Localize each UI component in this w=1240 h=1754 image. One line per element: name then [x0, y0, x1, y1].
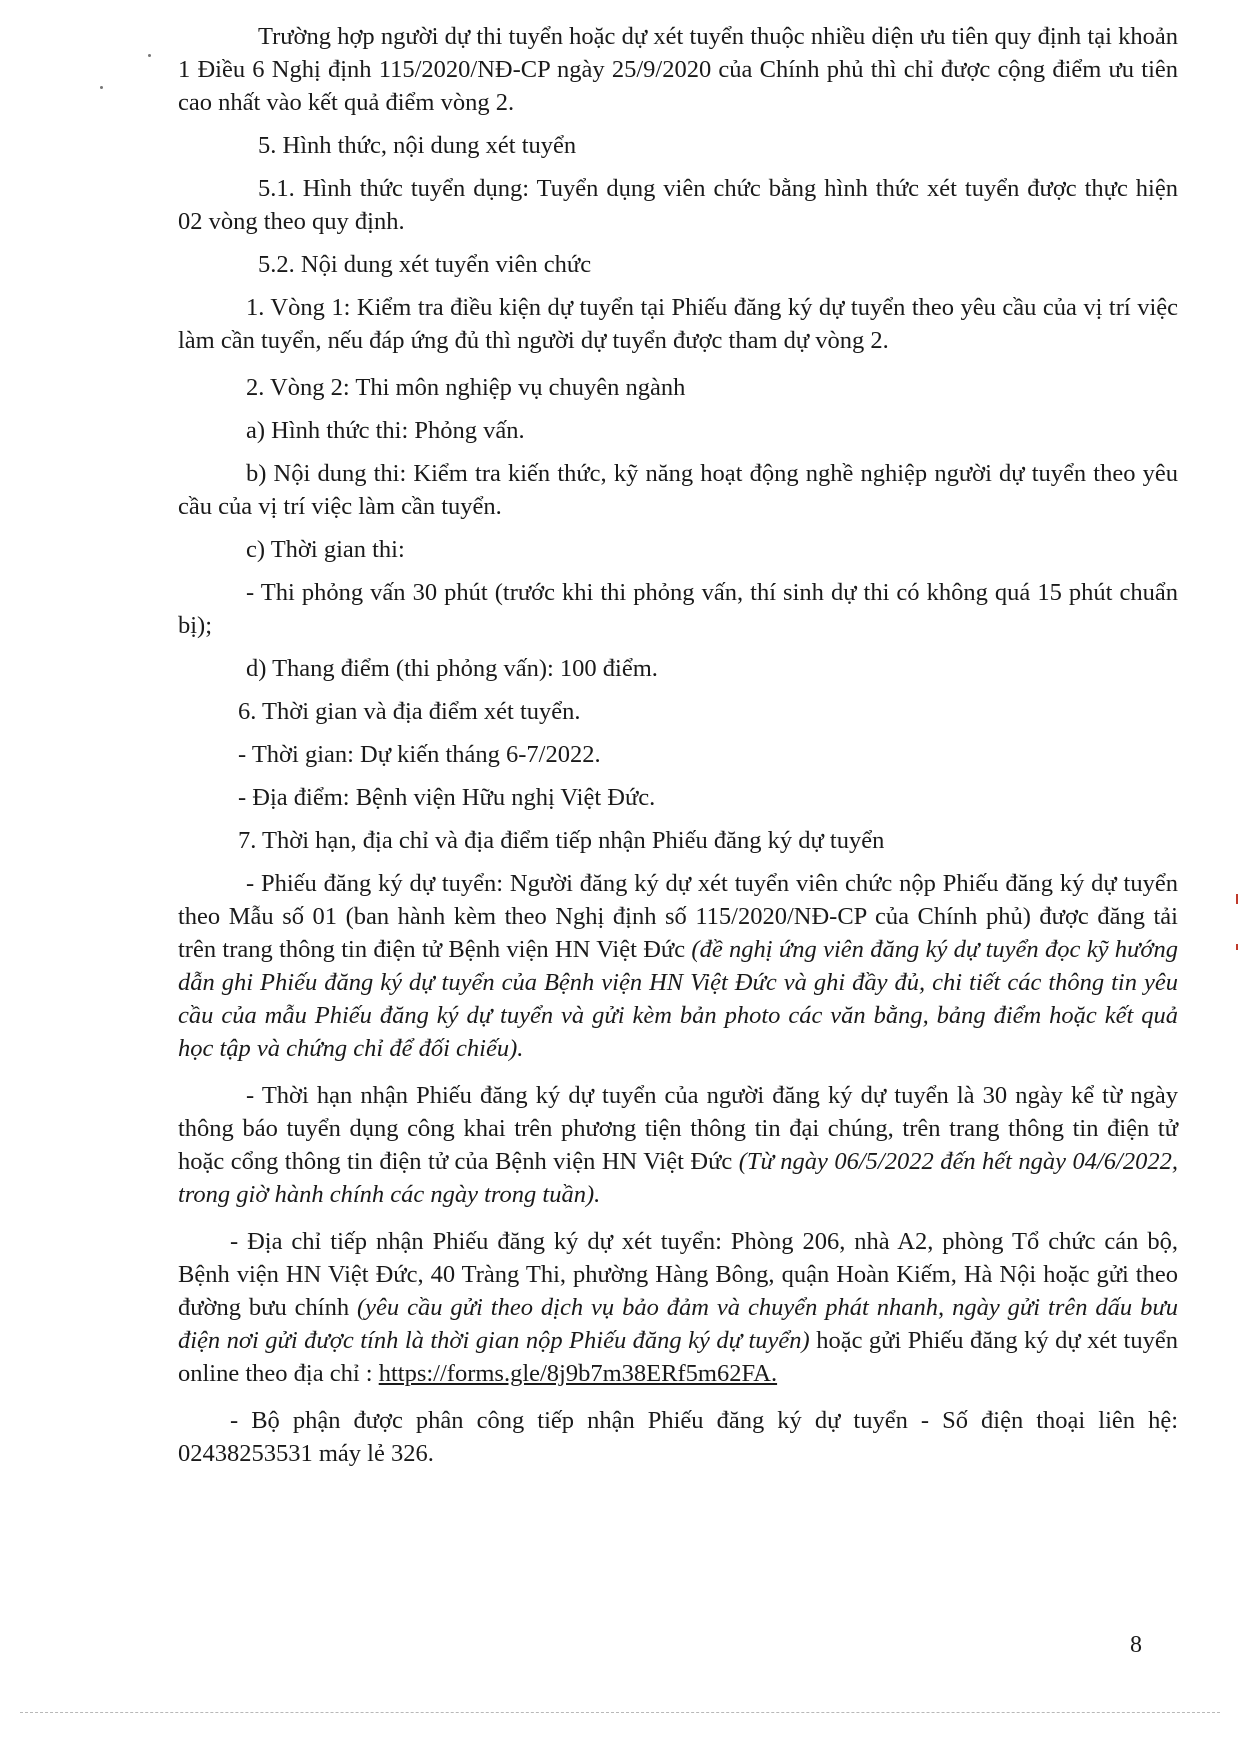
heading-section-7: 7. Thời hạn, địa chỉ và địa điểm tiếp nhận Phiếu đăng ký dự tuyển — [238, 827, 885, 854]
registration-text: - Phiếu đăng ký dự tuyển: Người đăng ký dự xét tuyển viên chức nộp Phiếu đăng ký dự tuyển theo Mẫu số 01 (ban hành kèm theo Nghị định số 115/2020/NĐ-CP của Chính phủ) được đăng tải trên trang thông tin điện tử Bệnh viện HN Việt Đức — [178, 870, 1178, 963]
paragraph-contact: - Bộ phận được phân công tiếp nhận Phiếu đăng ký dự tuyển - Số điện thoại liên hệ: 02438253531 máy lẻ 326. — [178, 1407, 1178, 1467]
item-location: - Địa điểm: Bệnh viện Hữu nghị Việt Đức. — [238, 784, 656, 811]
document-body — [178, 20, 1178, 1480]
paragraph-address — [178, 1225, 1178, 1390]
scan-speck — [148, 54, 151, 57]
page-number: 8 — [1130, 1632, 1142, 1658]
scan-edge-line — [20, 1712, 1220, 1713]
deadline-dates: (Từ ngày 06/5/2022 đến hết ngày 04/6/2022, trong giờ hành chính các ngày trong tuần). — [178, 1148, 1178, 1208]
deadline-text: - Thời hạn nhận Phiếu đăng ký dự tuyển của người đăng ký dự tuyển là 30 ngày kể từ ngày thông báo tuyển dụng công khai trên phương tiện thông tin đại chúng, trên trang thông tin điện tử hoặc cổng thông tin điện tử của Bệnh viện HN Việt Đức — [178, 1082, 1178, 1175]
paragraph-5-1: 5.1. Hình thức tuyển dụng: Tuyển dụng viên chức bằng hình thức xét tuyển được thực hiện 02 vòng theo quy định. — [178, 175, 1178, 235]
heading-section-5-2: 5.2. Nội dung xét tuyển viên chức — [258, 251, 592, 278]
paragraph-priority: Trường hợp người dự thi tuyển hoặc dự xét tuyển thuộc nhiều diện ưu tiên quy định tại khoản 1 Điều 6 Nghị định 115/2020/NĐ-CP ngày 25/9/2020 của Chính phủ thì chỉ được cộng điểm ưu tiên cao nhất vào kết quả điểm vòng 2. — [178, 23, 1178, 116]
paragraph-registration-form — [178, 867, 1178, 1065]
heading-section-5: 5. Hình thức, nội dung xét tuyển — [258, 132, 577, 159]
address-online-text: hoặc gửi Phiếu đăng ký dự xét tuyển online theo địa chỉ : — [178, 1327, 1178, 1387]
item-a-format: a) Hình thức thi: Phỏng vấn. — [246, 417, 525, 444]
scan-mark — [1236, 894, 1238, 904]
item-interview-duration: - Thi phỏng vấn 30 phút (trước khi thi phỏng vấn, thí sinh dự thi có không quá 15 phút chuẩn bị); — [178, 579, 1178, 639]
online-form-link[interactable]: https://forms.gle/8j9b7m38ERf5m62FA. — [378, 1360, 778, 1387]
scan-mark — [1236, 944, 1238, 950]
heading-round-2: 2. Vòng 2: Thi môn nghiệp vụ chuyên ngành — [246, 374, 686, 401]
paragraph-round-1: 1. Vòng 1: Kiểm tra điều kiện dự tuyển tại Phiếu đăng ký dự tuyển theo yêu cầu của vị trí việc làm cần tuyển, nếu đáp ứng đủ thì người dự tuyển được tham dự vòng 2. — [178, 294, 1178, 354]
item-time: - Thời gian: Dự kiến tháng 6-7/2022. — [238, 741, 601, 768]
item-c-time: c) Thời gian thi: — [246, 536, 405, 563]
scan-speck — [100, 86, 103, 89]
address-postal-note: (yêu cầu gửi theo dịch vụ bảo đảm và chuyển phát nhanh, ngày gửi trên dấu bưu điện nơi gửi được tính là thời gian nộp Phiếu đăng ký dự tuyển) — [178, 1294, 1178, 1354]
address-text: - Địa chỉ tiếp nhận Phiếu đăng ký dự xét tuyển: Phòng 206, nhà A2, phòng Tổ chức cán bộ, Bệnh viện HN Việt Đức, 40 Tràng Thi, phường Hàng Bông, quận Hoàn Kiếm, Hà Nội hoặc gửi theo đường bưu chính — [178, 1228, 1178, 1321]
item-b-content: b) Nội dung thi: Kiểm tra kiến thức, kỹ năng hoạt động nghề nghiệp người dự tuyển theo yêu cầu của vị trí việc làm cần tuyển. — [178, 460, 1178, 520]
paragraph-deadline — [178, 1079, 1178, 1211]
heading-section-6: 6. Thời gian và địa điểm xét tuyển. — [238, 698, 581, 725]
registration-note: (đề nghị ứng viên đăng ký dự tuyển đọc kỹ hướng dẫn ghi Phiếu đăng ký dự tuyển của Bệnh viện HN Việt Đức và ghi đầy đủ, chi tiết các thông tin yêu cầu của mẫu Phiếu đăng ký dự tuyển và gửi kèm bản photo các văn bằng, bảng điểm hoặc kết quả học tập và chứng chỉ để đối chiếu). — [178, 936, 1178, 1062]
item-d-score: d) Thang điểm (thi phỏng vấn): 100 điểm. — [246, 655, 658, 682]
